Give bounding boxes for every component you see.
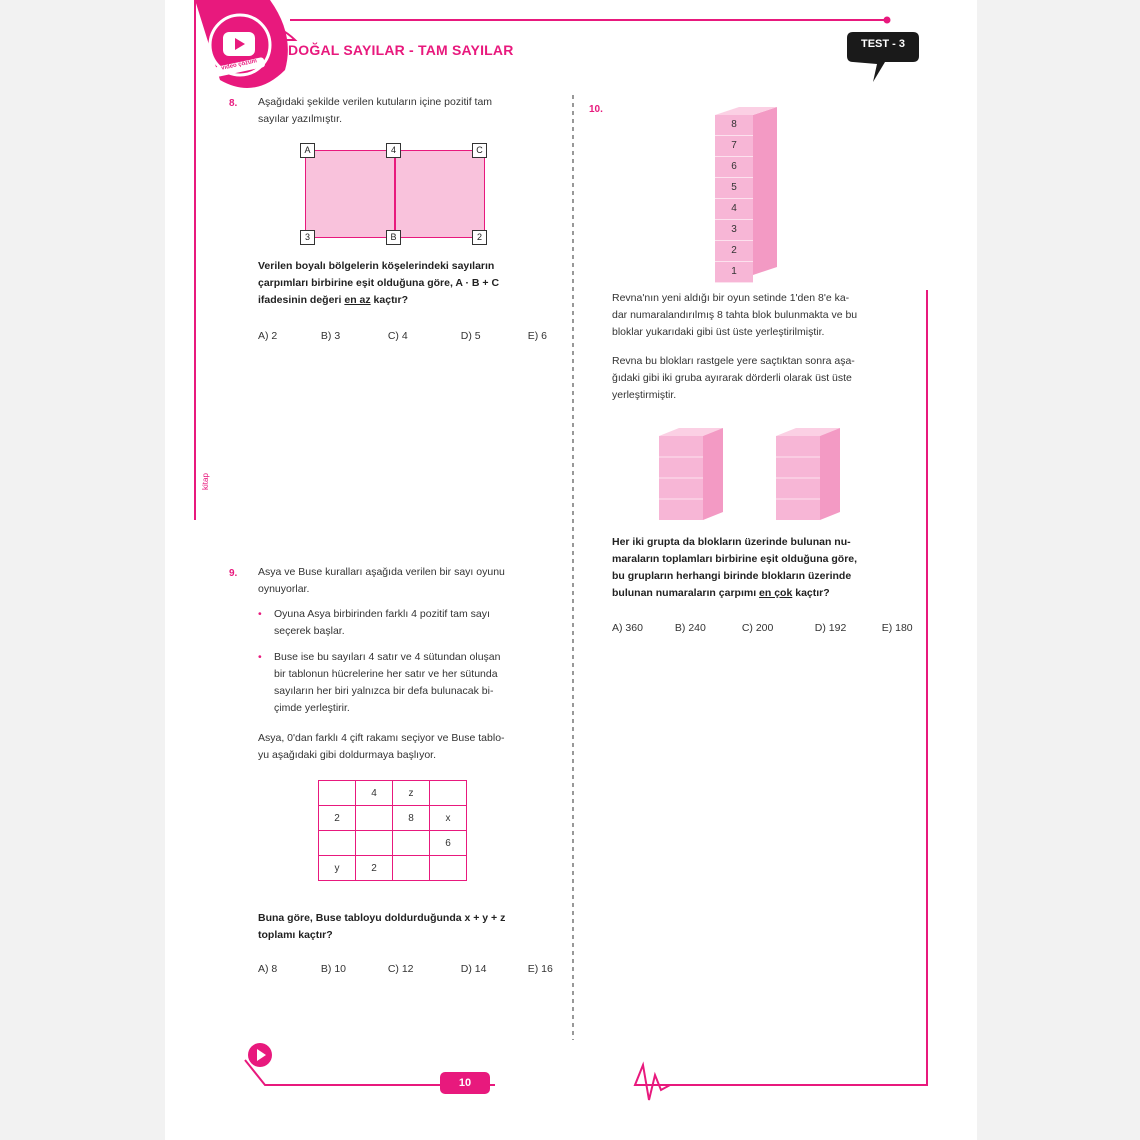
q10-option-a[interactable]: A) 360 [612,622,643,634]
grid-cell: 2 [319,806,356,831]
logo-text: video çözüm [220,58,258,72]
stack-block: 4 [715,199,753,220]
q8-question: Verilen boyalı bölgelerin köşelerindeki sayıların çarpımları birbirine eşit olduğuna göre, A · B + C ifadesinin değeri en az kaçtır? [258,260,500,306]
grid-cell: 8 [393,806,430,831]
q10-option-d[interactable]: D) 192 [814,622,847,634]
q9-rules [258,606,558,717]
worksheet-page [165,0,977,1140]
group-left [659,428,723,520]
q8-number: 8. [229,98,238,109]
q10-option-e[interactable]: E) 180 [881,622,913,634]
footer-logo-icon [245,1040,275,1070]
grid-row [319,806,467,831]
q8-intro: Aşağıdaki şekilde verilen kutuların içine pozitif tam sayılar yazılmıştır. [258,96,493,125]
q10-question: Her iki grupta da blokların üzerinde bulunan nu- maraların toplamları birbirine eşit olduğuna göre, bu grupların herhangi birinde blokların üzerinde bulunan numaraların çarpımı en çok kaçtır? [612,536,858,599]
q9-option-e[interactable]: E) 16 [527,963,553,975]
q10-paragraph-2: Revna bu blokları rastgele yere saçtıktan sonra aşa- ğıdaki gibi iki gruba ayırarak dörderli olarak üst üste yerleştirmiştir. [612,355,855,401]
q10-two-groups [653,422,853,522]
grid-cell: z [393,781,430,806]
grid-cell [319,831,356,856]
grid-cell: x [430,806,467,831]
stack-block: 6 [715,157,753,178]
grid-cell [430,856,467,881]
q10-option-b[interactable]: B) 240 [674,622,706,634]
grid-row [319,831,467,856]
grid-cell [393,831,430,856]
stack-block: 7 [715,136,753,157]
stack-block: 8 [715,115,753,136]
stack-top-face [715,105,779,117]
group-right [776,428,840,520]
page-number: 10 [440,1072,490,1094]
q9-paragraph: Asya, 0'dan farklı 4 çift rakamı seçiyor ve Buse tablo- yu aşağıdaki gibi doldurmaya başlıyor. [258,732,505,761]
q8-figure [305,150,485,238]
grid-row [319,781,467,806]
q8-box-a: A [300,143,315,158]
stack-block: 1 [715,262,753,283]
stack-block: 2 [715,241,753,262]
q9-grid [318,780,467,881]
stack-block: 3 [715,220,753,241]
q8-box-top-mid: 4 [386,143,401,158]
q9-option-d[interactable]: D) 14 [460,963,487,975]
q9-intro: Asya ve Buse kuralları aşağıda verilen bir sayı oyunu oynuyorlar. [258,566,505,595]
q10-number: 10. [589,104,603,115]
grid-cell [393,856,430,881]
grid-cell: 2 [356,856,393,881]
side-label: kitap [201,473,210,490]
q8-option-a[interactable]: A) 2 [258,330,278,342]
q8-option-e[interactable]: E) 6 [527,330,547,342]
q9-rule-2: • Buse ise bu sayıları 4 satır ve 4 sütundan oluşan bir tablonun hücrelerine her satır ve her sütunda sayıların her biri yalnızca bir defa bulunacak bi- çimde yerleştirir. [258,651,501,714]
q9-options [258,963,558,975]
q8-box-bottom-right: 2 [472,230,487,245]
stack-block: 5 [715,178,753,199]
grid-cell: 6 [430,831,467,856]
q8-options [258,330,558,342]
grid-cell: 4 [356,781,393,806]
q8-option-d[interactable]: D) 5 [460,330,481,342]
q10-option-c[interactable]: C) 200 [741,622,774,634]
q8-box-c: C [472,143,487,158]
grid-cell: y [319,856,356,881]
grid-cell [430,781,467,806]
q9-rule-1: • Oyuna Asya birbirinden farklı 4 pozitif tam sayı seçerek başlar. [258,608,490,637]
q9-number: 9. [229,568,238,579]
grid-row [319,856,467,881]
q8-region-left [306,151,394,237]
q10-block-stack [715,115,753,283]
q9-option-b[interactable]: B) 10 [320,963,347,975]
q8-box-bottom-left: 3 [300,230,315,245]
grid-cell [356,806,393,831]
q9-question: Buna göre, Buse tabloyu doldurduğunda x + y + z toplamı kaçtır? [258,912,506,941]
stack-side-face [753,105,779,285]
page-title: DOĞAL SAYILAR - TAM SAYILAR [288,42,514,58]
test-label: TEST - 3 [860,38,905,50]
grid-cell [356,831,393,856]
q9-option-c[interactable]: C) 12 [387,963,414,975]
q8-box-b: B [386,230,401,245]
q8-option-c[interactable]: C) 4 [387,330,408,342]
q10-options [612,622,922,634]
q8-option-b[interactable]: B) 3 [320,330,341,342]
grid-cell [319,781,356,806]
q9-option-a[interactable]: A) 8 [258,963,278,975]
q10-paragraph-1: Revna'nın yeni aldığı bir oyun setinde 1'den 8'e ka- dar numaralandırılmış 8 tahta blok bulunmakta ve bu bloklar yukarıdaki gibi üst üste yerleştirilmiştir. [612,292,858,338]
q8-region-right [395,151,484,237]
